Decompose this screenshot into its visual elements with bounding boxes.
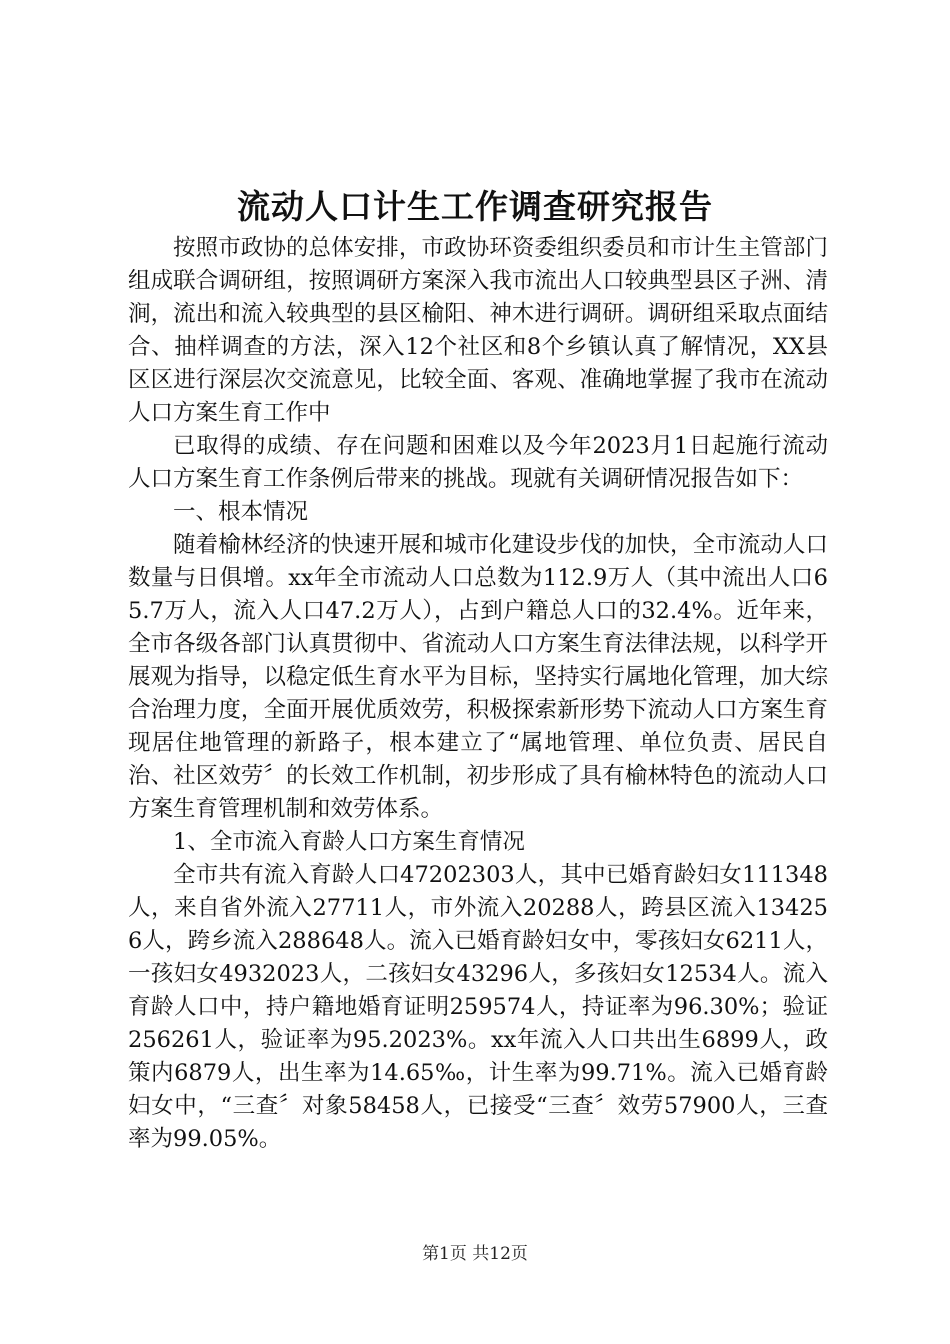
page-number-footer: 第1页 共12页 xyxy=(422,1244,528,1264)
inflow-population-paragraph: 全市共有流入育龄人口47202303人，其中已婚育龄妇女111348人，来自省外流入27711人，市外流入20288人，跨县区流入134256人，跨乡流入288648人。流入已婚育龄妇女中，零孩妇女6211人，一孩妇女4932023人，二孩妇女43296人，多孩妇女12534人。流入育龄人口中，持户籍地婚育证明259574人，持证率为96.30%；验证256261人，验证率为95.2023%。xx年流入人口共出生6899人，政策内6879人，出生率为14.65‰，计生率为99.71%。流入已婚育龄妇女中，“三查〞对象58458人，已接受“三查〞效劳57900人，三查率为99.05%。 xyxy=(128,862,828,1152)
section-heading-basic-situation: 一、根本情况 xyxy=(173,499,309,525)
intro-continuation-paragraph: 已取得的成绩、存在问题和困难以及今年2023月1日起施行流动人口方案生育工作条例后带来的挑战。现就有关调研情况报告如下： xyxy=(128,433,828,492)
basic-situation-paragraph: 随着榆林经济的快速开展和城市化建设步伐的加快，全市流动人口数量与日俱增。xx年全市流动人口总数为112.9万人（其中流出人口65.7万人，流入人口47.2万人），占到户籍总人口的32.4%。近年来，全市各级各部门认真贯彻中、省流动人口方案生育法律法规，以科学开展观为指导，以稳定低生育水平为目标，坚持实行属地化管理，加大综合治理力度，全面开展优质效劳，积极探索新形势下流动人口方案生育现居住地管理的新路子，根本建立了“属地管理、单位负责、居民自治、社区效劳〞的长效工作机制，初步形成了具有榆林特色的流动人口方案生育管理机制和效劳体系。 xyxy=(128,532,828,822)
intro-paragraph: 按照市政协的总体安排，市政协环资委组织委员和市计生主管部门组成联合调研组，按照调研方案深入我市流出人口较典型县区子洲、清涧，流出和流入较典型的县区榆阳、神木进行调研。调研组采取点面结合、抽样调查的方法，深入12个社区和8个乡镇认真了解情况，XX县区区进行深层次交流意见，比较全面、客观、准确地掌握了我市在流动人口方案生育工作中 xyxy=(128,235,828,426)
document-body xyxy=(128,232,828,1156)
document-title: 流动人口计生工作调查研究报告 xyxy=(237,187,713,226)
subsection-heading-inflow-population: 1、全市流入育龄人口方案生育情况 xyxy=(173,829,525,855)
